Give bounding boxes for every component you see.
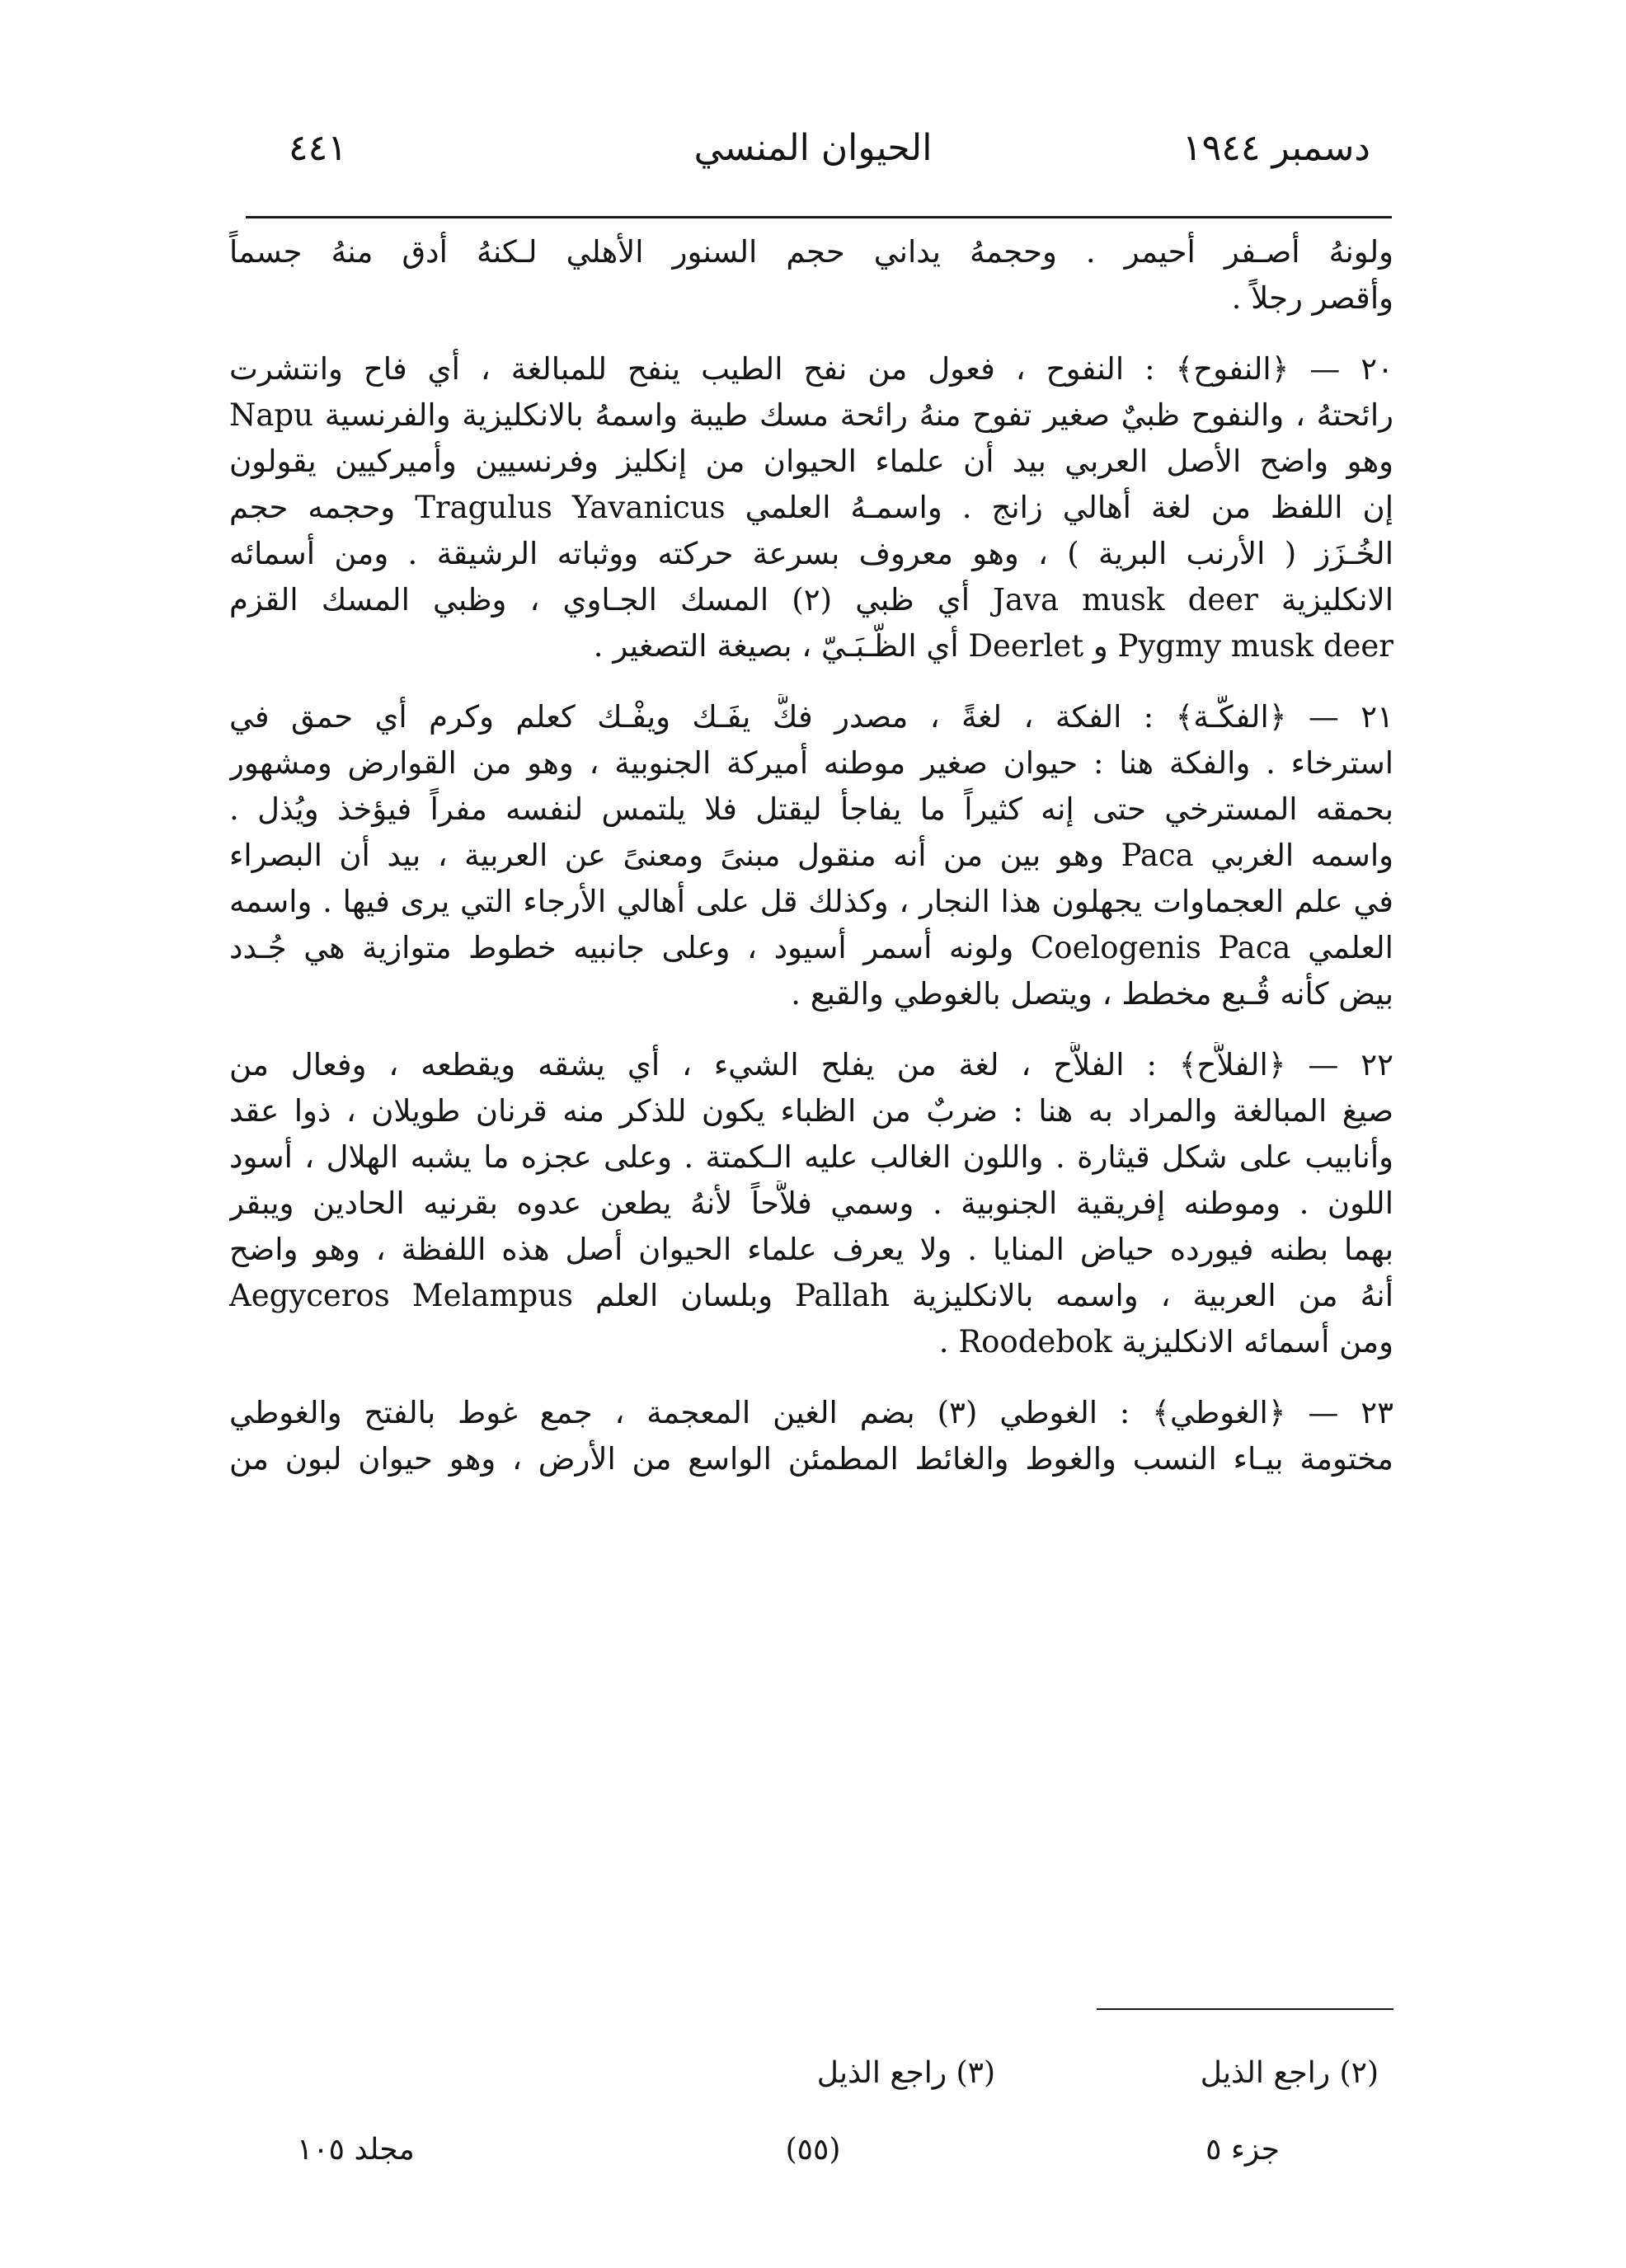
text-line: في علم العجماوات يجهلون هذا النجار ، وكذلك قل على أهالي الأرجاء التي يرى فيها . واسمه — [229, 884, 1393, 919]
text-line: واسمه الغربي Paca وهو بين من أنه منقول مبنىً ومعنىً عن العربية ، بيد أن البصراء — [229, 838, 1393, 873]
text-line: ولونهُ أصـفر أحيمر . وحجمهُ يداني حجم السنور الأهلي لـكنهُ أدق منهُ جسماً — [229, 234, 1393, 270]
text-line: استرخاء . والفكة هنا : حيوان صغير موطنه أميركة الجنوبية ، وهو من القوارض ومشهور — [229, 745, 1393, 781]
text-line: بهما بطنه فيورده حياض المنايا . ولا يعرف علماء الحيوان أصل هذه اللفظة ، وهو واضح — [229, 1232, 1393, 1267]
entry-23-heading-line: ٢٣ — ﴿الغوطي﴾ : الغوطي (٣) بضم الغين المعجمة ، جمع غوط بالفتح والغوطي — [229, 1395, 1393, 1430]
text-line: بحمقه المسترخي حتى إنه كثيراً ما يفاجأ ليقتل فلا يلتمس لنفسه مفراً فيؤخذ ويُذل . — [229, 791, 1393, 827]
text-line: وأنابيب على شكل قيثارة . واللون الغالب عليه الـكمتة . وعلى عجزه ما يشبه الهلال ، أسود — [229, 1139, 1393, 1175]
text-line: ومن أسمائه الانكليزية Roodebok . — [938, 1324, 1393, 1359]
text-line: الخُـزَز ( الأرنب البرية ) ، وهو معروف بسرعة حركته ووثباته الرشيقة . ومن أسمائه — [229, 536, 1393, 571]
text-line: اللون . وموطنه إفريقية الجنوبية . وسمي فلاَّحاً لأنهُ يطعن عدوه بقرنيه الحادين ويبقر — [229, 1186, 1393, 1221]
text-line: مختومة بيـاء النسب والغوط والغائط المطمئن الواسع من الأرض ، وهو حيوان لبون من — [229, 1441, 1393, 1477]
footer-volume: مجلد ١٠٥ — [297, 2133, 415, 2167]
header-date: دسمبر ١٩٤٤ — [1182, 127, 1370, 169]
header-divider — [246, 216, 1392, 218]
text-line: وأقصر رجلاً . — [1231, 280, 1393, 316]
text-line: العلمي Coelogenis Paca ولونه أسمر أسيود ، وعلى جانبيه خطوط متوازية هي جُـدد — [229, 930, 1393, 965]
footer-page-number: (٥٥) — [785, 2133, 841, 2167]
running-title: الحيوان المنسي — [693, 127, 933, 169]
header-page-number: ٤٤١ — [289, 127, 347, 169]
footnote-2: (٢) راجع الذيل — [1200, 2056, 1379, 2090]
text-line: إن اللفظ من لغة أهالي زانج . واسمـهُ العلمي Tragulus Yavanicus وحجمه حجم — [229, 490, 1393, 525]
text-line: صيغ المبالغة والمراد به هنا : ضربٌ من الظباء يكون للذكر منه قرنان طويلان ، ذوا عقد — [229, 1093, 1393, 1129]
article-body — [229, 229, 1393, 1482]
entry-22-heading-line: ٢٢ — ﴿الفلاَّح﴾ : الفلاَّح ، لغة من يفلح الشيء ، أي يشقه ويقطعه ، وفعال من — [229, 1047, 1393, 1082]
text-line: Pygmy musk deer و Deerlet أي الظُّـبَـيّ ، بصيغة التصغير . — [593, 628, 1393, 664]
footer-issue: جزء ٥ — [1205, 2133, 1280, 2167]
entry-21-heading-line: ٢١ — ﴿الفكَّـة﴾ : الفكة ، لغةً ، مصدر فكَّ يفَـك ويفْـك كعلم وكرم أي حمق في — [229, 699, 1393, 735]
text-line: أنهُ من العربية ، واسمه بالانكليزية Pallah وبلسان العلم Aegyceros Melampus — [229, 1278, 1393, 1313]
footnote-3: (٣) راجع الذيل — [816, 2056, 995, 2090]
entry-20-heading-line: ٢٠ — ﴿النفوح﴾ : النفوح ، فعول من نفح الطيب ينفح للمبالغة ، أي فاح وانتشرت — [229, 351, 1393, 387]
text-line: الانكليزية Java musk deer أي ظبي (٢) المسك الجـاوي ، وظبي المسك القزم — [229, 582, 1393, 617]
footnote-divider — [1097, 2008, 1393, 2010]
text-line: وهو واضح الأصل العربي بيد أن علماء الحيوان من إنكليز وفرنسيين وأميركيين يقولون — [229, 444, 1393, 479]
text-line: بيض كأنه قُـبع مخطط ، ويتصل بالغوطي والقبع . — [791, 976, 1393, 1012]
text-line: رائحتهُ ، والنفوح ظبيٌ صغير تفوح منهُ رائحة مسك طيبة واسمهُ بالانكليزية والفرنسية Napu — [229, 397, 1393, 433]
